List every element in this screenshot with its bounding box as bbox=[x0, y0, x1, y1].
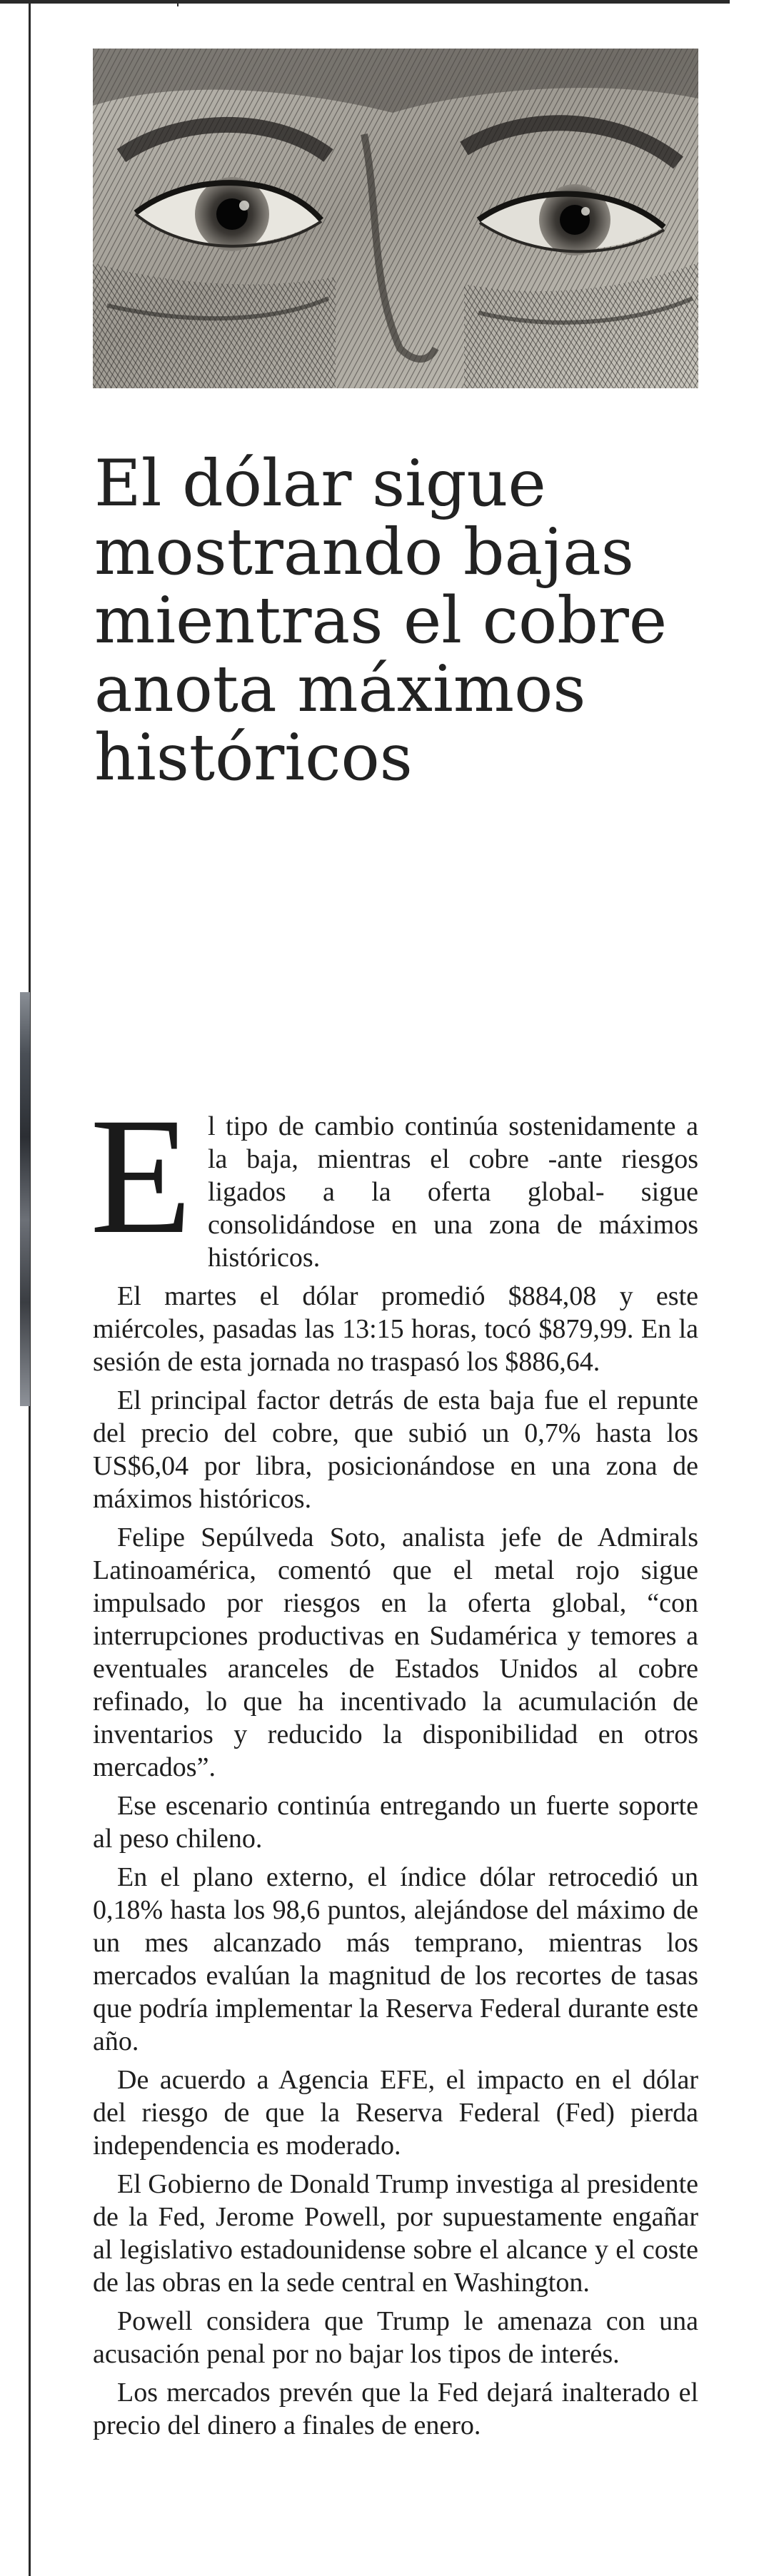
article-body bbox=[90, 1083, 698, 2448]
adjacent-page-photo-strip bbox=[20, 992, 30, 1406]
dollar-bill-eyes-photo bbox=[93, 49, 698, 388]
paragraph: Felipe Sepúlveda Soto, analista jefe de Admirals Latinoamérica, comentó que el metal rojo sigue impulsado por riesgos en la oferta global, “con interrupciones productivas en Sudamérica y temores a eventuales aranceles de Estados Unidos al cobre refinado, lo que ha incentivado la acumulación de inventarios y reducido la disponibilidad en otros mercados”. bbox=[93, 1522, 698, 1782]
paragraph: El principal factor detrás de esta baja fue el repunte del precio del cobre, que subió un 0,7% hasta los US$6,04 por libra, posicionándose en una zona de máximos históricos. bbox=[93, 1385, 698, 1514]
drop-cap: E bbox=[90, 1083, 192, 1268]
paragraph: Powell considera que Trump le amenaza con una acusación penal por no bajar los tipos de interés. bbox=[93, 2306, 698, 2369]
headline: El dólar sigue mostrando bajas mientras el cobre anota máximos históricos bbox=[94, 446, 668, 795]
paragraph: Ese escenario continúa entregando un fuerte soporte al peso chileno. bbox=[93, 1791, 698, 1854]
lead-text: l tipo de cambio continúa sostenidamente a la baja, mientras el cobre -ante riesgos ligados a la oferta global- sigue consolidándose en una zona de máximos históricos. bbox=[207, 1111, 698, 1273]
paragraph: El Gobierno de Donald Trump investiga al presidente de la Fed, Jerome Powell, por supuestamente engañar al legislativo estadounidense sobre el alcance y el coste de las obras en la sede central en Washington. bbox=[93, 2169, 698, 2298]
top-rule bbox=[0, 0, 730, 4]
paragraph: El martes el dólar promedió $884,08 y este miércoles, pasadas las 13:15 horas, tocó $879,99. En la sesión de esta jornada no traspasó los $886,64. bbox=[93, 1281, 698, 1377]
paragraph: Los mercados prevén que la Fed dejará inalterado el precio del dinero a finales de enero. bbox=[93, 2378, 698, 2440]
paragraph: En el plano externo, el índice dólar retrocedió un 0,18% hasta los 98,6 puntos, alejándose del máximo de un mes alcanzado más temprano, mientras los mercados evalúan la magnitud de los recortes de tasas que podría implementar la Reserva Federal durante este año. bbox=[93, 1862, 698, 2056]
lead-paragraph bbox=[90, 1083, 698, 1274]
top-rule-tick bbox=[177, 0, 179, 6]
paragraph: De acuerdo a Agencia EFE, el impacto en el dólar del riesgo de que la Reserva Federal (Fed) pierda independencia es moderado. bbox=[93, 2065, 698, 2161]
